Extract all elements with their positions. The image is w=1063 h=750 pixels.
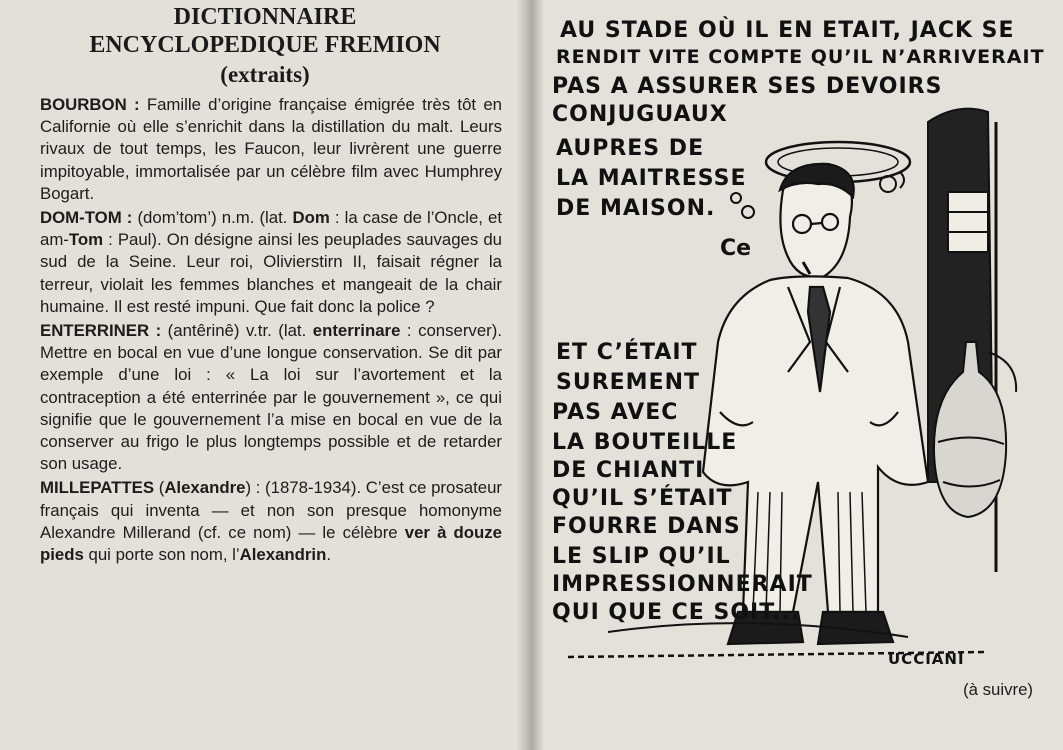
artist-signature: UCCIANI (888, 650, 965, 668)
comic-caption-line: LA MAITRESSE (556, 166, 747, 191)
entry-bold-text: ver à douze pieds (40, 522, 502, 565)
entry-text: : la case de l’Oncle, et am- (40, 208, 502, 250)
entry-bold-text: DOM-TOM : (40, 208, 133, 228)
dictionary-subtitle: (extraits) (220, 62, 310, 87)
comic-caption-line: QUI QUE CE SOIT... (552, 600, 800, 625)
comic-caption-line: DE MAISON. (556, 196, 716, 221)
entry-bold-text: BOURBON : (40, 95, 140, 114)
dictionary-entry (40, 477, 502, 566)
comic-caption-line: AU STADE OÙ IL EN ETAIT, JACK SE (560, 18, 1015, 43)
entry-text: qui porte son nom, l’ (83, 545, 240, 565)
entry-bold-text: Tom (68, 230, 104, 250)
book-gutter (516, 0, 544, 750)
comic-caption-line: SUREMENT (556, 370, 701, 395)
comic-caption-line: DE CHIANTI (552, 458, 705, 483)
comic-caption-line: FOURRE DANS (552, 514, 741, 539)
dictionary-title-line-2: ENCYCLOPEDIQUE FREMION (89, 32, 441, 58)
comic-caption-line: AUPRES DE (556, 136, 705, 161)
dictionary-entries (40, 94, 502, 566)
comic-caption-line: LE SLIP QU’IL (552, 544, 731, 569)
entry-text: . (326, 545, 332, 565)
comic-caption-line: RENDIT VITE COMPTE QU’IL N’ARRIVERAIT (556, 46, 1045, 68)
entry-text: ( (154, 478, 165, 498)
comic-caption-line: IMPRESSIONNERAIT (552, 572, 813, 597)
entry-bold-text: enterrinare (312, 321, 401, 341)
entry-text: (dom’tom’) n.m. (lat. (132, 208, 293, 228)
comic-caption-line: ET C’ÉTAIT (556, 340, 698, 365)
entry-bold-text: Alexandre (164, 478, 246, 498)
entry-bold-text: ENTERRINER : (40, 321, 162, 341)
entry-text: ) : (1878-1934). C’est ce prosateur français qui inventa — et non son presque homonyme Alexandre Millerand (cf. ce nom) — le célèbre (40, 478, 502, 542)
comic-caption-line: QU’IL S’ÉTAIT (552, 486, 733, 511)
entry-text: : Paul). On désigne ainsi les peuplades sauvages du sud de la Seine. Leur roi, Olivierstirn II, faisait régner la terreur, violait les femmes blanches et mangeait de la chair humaine. Il est resté impuni. Que fait donc la police ? (40, 230, 502, 316)
dictionary-title: DICTIONNAIRE (173, 4, 357, 30)
thought-text: Ce (720, 236, 752, 261)
entry-text: (antêrinê) v.tr. (lat. (161, 321, 313, 341)
dictionary-entry (40, 207, 502, 318)
to-be-continued: (à suivre) (963, 680, 1033, 699)
comic-caption-line: LA BOUTEILLE (552, 430, 738, 455)
dictionary-entry (40, 320, 502, 475)
comic-caption-line: PAS A ASSURER SES DEVOIRS (552, 74, 943, 99)
comic-caption-line: CONJUGUAUX (552, 102, 728, 127)
entry-text: Famille d’origine française émigrée très tôt en Californie où elle s’enrichit dans la distillation du malt. Leurs rivaux de tout temps, les Faucon, leur livrèrent une guerre impitoyable, immortalisée par un célèbre film avec Humphrey Bogart. (40, 95, 502, 203)
entry-text: : conserver). Mettre en bocal en vue d’une longue conservation. Se dit par exemple d’une loi : « La loi sur l’avortement et la contraception a été enterrinée par le gouvernement », ce qui signifie que le gouvernement l’a mise en bocal en vue de la conserver au frigo le plus longtemps possible et de retarder son usage. (40, 321, 502, 474)
entry-bold-text: Dom (292, 208, 330, 228)
entry-bold-text: MILLEPATTES (40, 478, 155, 498)
dictionary-entry (40, 94, 502, 205)
comic-caption-line: PAS AVEC (552, 400, 679, 425)
entry-bold-text: Alexandrin (239, 545, 327, 565)
